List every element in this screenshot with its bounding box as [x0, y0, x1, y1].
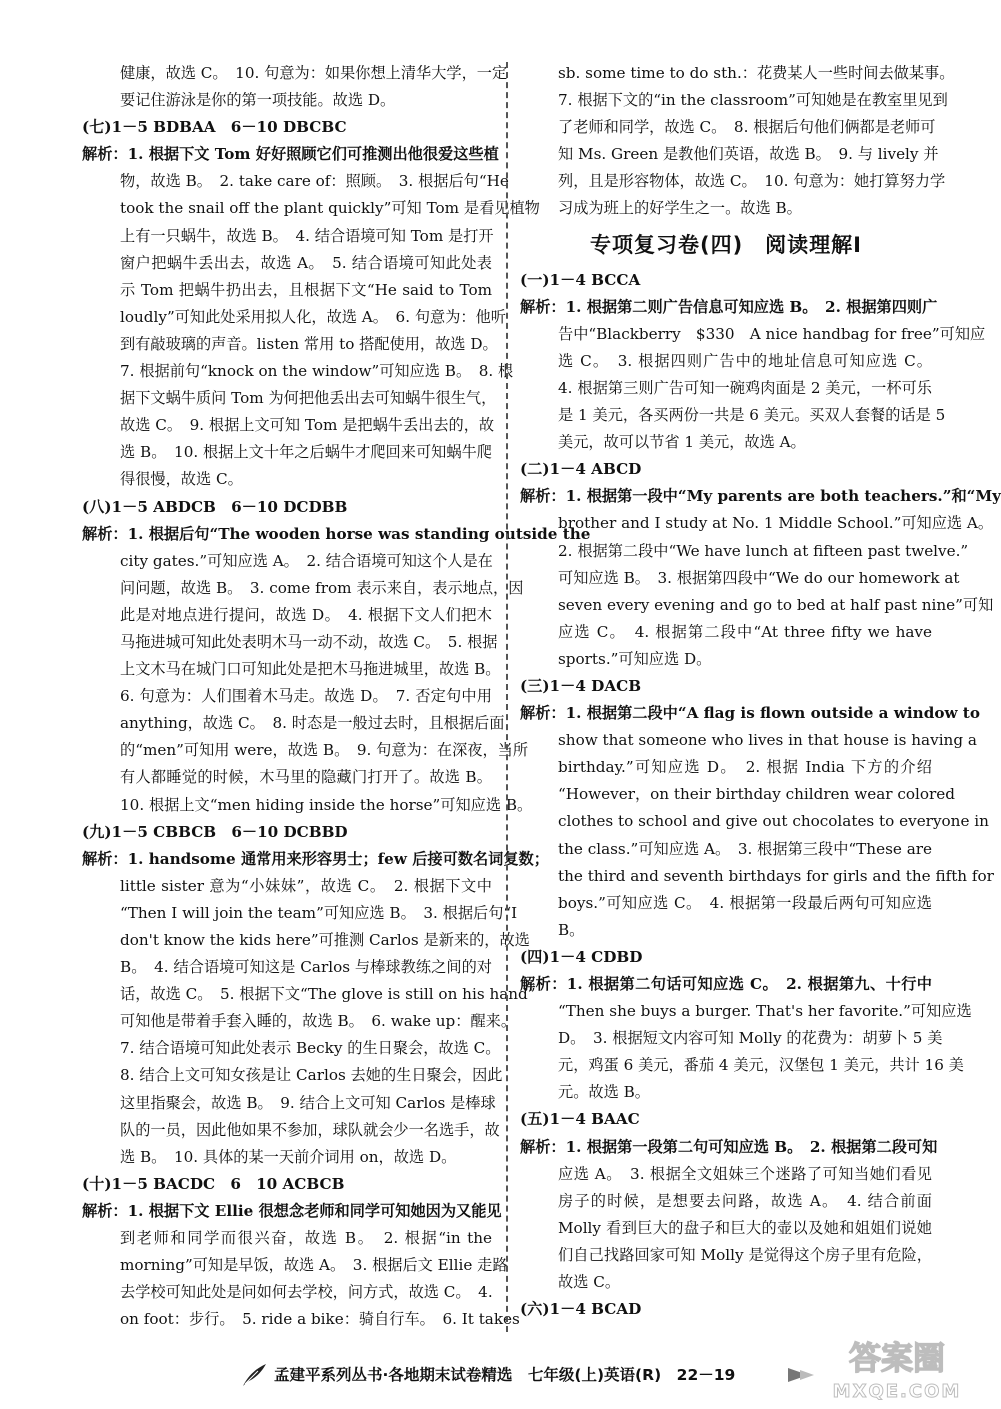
left-column-line: 窗户把蜗牛丢出去，故选 A。 5. 结合语境可知此处表	[120, 253, 492, 272]
left-column-line: 6. 句意为：人们围着木马走。故选 D。 7. 否定句中用	[120, 687, 492, 706]
left-column-line: 得很慢，故选 C。	[120, 470, 243, 489]
left-column-line: on foot：步行。 5. ride a bike：骑自行车。 6. It takes	[120, 1310, 520, 1329]
right-column-bottom-line: 应选 A。 3. 根据全文姐妹三个迷路了可知当她们看见	[558, 1164, 932, 1183]
left-column-line: don't know the kids here”可推测 Carlos 是新来的，故选	[120, 931, 530, 949]
right-column-bottom-line: brother and I study at No. 1 Middle School.”可知应选 A。	[558, 514, 994, 533]
right-column-top-line: sb. some time to do sth.：花费某人一些时间去做某事。	[558, 64, 955, 82]
left-column-line: 解析：1. 根据后句“The wooden horse was standing outside the	[82, 524, 591, 543]
right-column-bottom-line: show that someone who lives in that house is having a	[558, 731, 977, 750]
watermark-top-text: 答案圈	[848, 1339, 946, 1377]
right-column-bottom-line: 元。故选 B。	[558, 1083, 650, 1102]
section-title: 专项复习卷(四) 阅读理解Ⅰ	[589, 232, 862, 257]
left-column-line: (八)1－5 ABDCB 6－10 DCDBB	[82, 497, 348, 516]
right-column-bottom-line: 2. 根据第二段中“We have lunch at fifteen past twelve.”	[558, 541, 969, 560]
left-column-line: 选 B。 10. 根据上文十年之后蜗牛才爬回来可知蜗牛爬	[120, 443, 492, 462]
right-column-top-line: 习成为班上的好学生之一。故选 B。	[558, 199, 802, 218]
right-column-bottom-line: 解析：1. 根据第二句话可知应选 C。 2. 根据第九、十行中	[520, 975, 932, 993]
left-column-line: 上有一只蜗牛，故选 B。 4. 结合语境可知 Tom 是打开	[120, 226, 494, 245]
right-column-bottom-line: (一)1－4 BCCA	[520, 270, 641, 289]
footer-text: 孟建平系列丛书·各地期末试卷精选 七年级(上)英语(R) 22－19	[274, 1366, 736, 1384]
left-column-line: morning”可知是早饭，故选 A。 3. 根据后文 Ellie 走路	[120, 1256, 508, 1275]
left-column-line: 上文木马在城门口可知此处是把木马拖进城里，故选 B。	[120, 660, 501, 679]
left-column-line: (九)1－5 CBBCB 6－10 DCBBD	[82, 822, 348, 841]
left-column-line: 健康，故选 C。 10. 句意为：如果你想上清华大学，一定	[120, 64, 508, 82]
left-column-line: 去学校可知此处是问如何去学校，问方式，故选 C。 4.	[120, 1283, 493, 1302]
right-column-top-line: 列，且是形容物体，故选 C。 10. 句意为：她打算努力学	[558, 172, 946, 191]
left-column-line: 马拖进城可知此处表明木马一动不动，故选 C。 5. 根据	[120, 632, 498, 651]
right-column-bottom-line: 们自己找路回家可知 Molly 是觉得这个房子里有危险，	[558, 1245, 932, 1264]
page-arrow-icon	[788, 1366, 814, 1384]
right-column-bottom-line: B。	[558, 920, 585, 939]
right-column-bottom-line: 选 C。 3. 根据四则广告中的地址信息可知应选 C。	[558, 351, 932, 370]
right-column-top-line: 7. 根据下文的“in the classroom”可知她是在教室里见到	[558, 91, 948, 110]
left-column-line: 解析：1. 根据下文 Ellie 很想念老师和同学可知她因为又能见	[82, 1201, 502, 1220]
right-column-bottom-line: (二)1－4 ABCD	[520, 460, 642, 479]
feather-logo-icon	[240, 1362, 268, 1388]
right-column-bottom-line: clothes to school and give out chocolates to everyone in	[558, 812, 989, 831]
left-column-line: 有人都睡觉的时候，木马里的隐藏门打开了。故选 B。	[120, 768, 492, 787]
right-column-bottom-line: (六)1－4 BCAD	[520, 1300, 642, 1319]
left-column-line: took the snail off the plant quickly”可知 Tom 是看见植物	[120, 199, 540, 218]
left-column-line: 物，故选 B。 2. take care of：照顾。 3. 根据后句“He	[120, 172, 509, 191]
right-column-bottom-line: 告中“Blackberry $330 A nice handbag for free”可知应	[558, 324, 986, 343]
left-column-line: 7. 结合语境可知此处表示 Becky 的生日聚会，故选 C。	[120, 1039, 501, 1058]
left-column-line: 要记住游泳是你的第一项技能。故选 D。	[120, 91, 396, 110]
left-column-line: 7. 根据前句“knock on the window”可知应选 B。 8. 根	[120, 362, 514, 381]
right-column-bottom-line: sports.”可知应选 D。	[558, 649, 712, 668]
left-column-line: 解析：1. handsome 通常用来形容男士；few 后接可数名词复数；	[82, 849, 549, 868]
left-column-line: B。 4. 结合语境可知这是 Carlos 与棒球教练之间的对	[120, 958, 492, 977]
right-column-bottom-line: (三)1－4 DACB	[520, 676, 642, 695]
left-column-line: “Then I will join the team”可知应选 B。 3. 根据后句“I	[120, 903, 518, 922]
left-column-line: 示 Tom 把蜗牛扔出去，且根据下文“He said to Tom	[120, 280, 492, 299]
left-column-line: 10. 根据上文“men hiding inside the horse”可知应选 B。	[120, 795, 533, 814]
left-column-line: 据下文蜗牛质问 Tom 为何把他丢出去可知蜗牛很生气，	[120, 389, 497, 408]
right-column-bottom-line: the class.”可知应选 A。 3. 根据第三段中“These are	[558, 839, 932, 858]
left-column-line: 解析：1. 根据下文 Tom 好好照顾它们可推测出他很爱这些植	[82, 145, 499, 164]
left-column-line: 话，故选 C。 5. 根据下文“The glove is still on his hand”	[120, 985, 536, 1004]
right-column-bottom-line: 解析：1. 根据第二则广告信息可知应选 B。 2. 根据第四则广	[520, 297, 938, 316]
right-column-bottom-line: birthday.”可知应选 D。 2. 根据 India 下方的介绍	[558, 758, 932, 777]
right-column-bottom-line: D。 3. 根据短文内容可知 Molly 的花费为：胡萝卜 5 美	[558, 1029, 943, 1048]
left-column-line: 此是对地点进行提问，故选 D。 4. 根据下文人们把木	[120, 605, 492, 624]
watermark-logo	[812, 1333, 982, 1405]
watermark-bottom-text: MXQE.COM	[832, 1381, 962, 1402]
right-column-bottom-line: “Then she buys a burger. That's her favorite.”可知应选	[558, 1002, 972, 1021]
left-column-line: 的“men”可知用 were，故选 B。 9. 句意为：在深夜，当所	[120, 741, 529, 760]
left-column-line: anything，故选 C。 8. 时态是一般过去时，且根据后面	[120, 714, 505, 733]
right-column-bottom-line: (五)1－4 BAAC	[520, 1110, 640, 1129]
right-column-bottom-line: 解析：1. 根据第二段中“A flag is flown outside a window to	[520, 704, 980, 723]
left-column-line: 队的一员，因此他如果不参加，球队就会少一名选手，故	[120, 1120, 500, 1139]
right-column-bottom-line: 4. 根据第三则广告可知一碗鸡肉面是 2 美元，一杯可乐	[558, 378, 932, 397]
right-column-bottom-line: 美元，故可以节省 1 美元，故选 A。	[558, 433, 806, 452]
left-column-line: 选 B。 10. 具体的某一天前介词用 on，故选 D。	[120, 1147, 457, 1166]
right-column-bottom-line: (四)1－4 CDBD	[520, 947, 643, 966]
right-column-bottom-line: 解析：1. 根据第一段第二句可知应选 B。 2. 根据第二段可知	[520, 1137, 938, 1156]
right-column-bottom-line: 解析：1. 根据第一段中“My parents are both teachers.”和“My	[520, 487, 1001, 506]
right-column-bottom-line: 应选 C。 4. 根据第二段中“At three fifty we have	[558, 622, 932, 641]
right-column-top-line: 知 Ms. Green 是教他们英语，故选 B。 9. 与 lively 并	[558, 145, 939, 164]
column-divider	[506, 62, 508, 1332]
left-column-line: 到老师和同学而很兴奋，故选 B。 2. 根据“in the	[120, 1229, 492, 1248]
left-column-line: loudly”可知此处采用拟人化，故选 A。 6. 句意为：他听	[120, 307, 506, 326]
left-column-line: (十)1－5 BACDC 6 10 ACBCB	[82, 1174, 345, 1193]
left-column-line: (七)1－5 BDBAA 6－10 DBCBC	[82, 118, 347, 137]
right-column-bottom-line: 房子的时候，是想要去问路，故选 A。 4. 结合前面	[558, 1191, 932, 1210]
right-column-bottom-line: the third and seventh birthdays for girls and the fifth for	[558, 866, 994, 885]
left-column-line: 到有敲玻璃的声音。listen 常用 to 搭配使用，故选 D。	[120, 334, 498, 353]
left-column-line: 这里指聚会，故选 B。 9. 结合上文可知 Carlos 是棒球	[120, 1093, 496, 1112]
right-column-bottom-line: 元，鸡蛋 6 美元，番茄 4 美元，汉堡包 1 美元，共计 16 美	[558, 1056, 964, 1075]
right-column-bottom-line: 是 1 美元，各买两份一共是 6 美元。买双人套餐的话是 5	[558, 406, 946, 425]
right-column-bottom-line: “However，on their birthday children wear colored	[558, 785, 955, 804]
footer	[240, 1360, 800, 1390]
left-column-line: 8. 结合上文可知女孩是让 Carlos 去她的生日聚会，因此	[120, 1066, 503, 1085]
right-column-bottom-line: seven every evening and go to bed at half past nine”可知	[558, 595, 994, 614]
left-column-line: city gates.”可知应选 A。 2. 结合语境可知这个人是在	[120, 551, 493, 570]
left-column-line: 可知他是带着手套入睡的，故选 B。 6. wake up：醒来。	[120, 1012, 517, 1031]
right-column-bottom-line: 可知应选 B。 3. 根据第四段中“We do our homework at	[558, 568, 960, 587]
right-column-bottom-line: boys.”可知应选 C。 4. 根据第一段最后两句可知应选	[558, 893, 932, 912]
right-column-bottom-line: 故选 C。	[558, 1273, 621, 1292]
right-column-bottom-line: Molly 看到巨大的盘子和巨大的壶以及她和姐姐们说她	[558, 1218, 932, 1237]
left-column-line: little sister 意为“小妹妹”，故选 C。 2. 根据下文中	[120, 876, 492, 895]
left-column-line: 问问题，故选 B。 3. come from 表示来自，表示地点，因	[120, 578, 524, 597]
right-column	[520, 60, 1001, 1323]
right-column-top-line: 了老师和同学，故选 C。 8. 根据后句他们俩都是老师可	[558, 118, 936, 137]
left-column-line: 故选 C。 9. 根据上文可知 Tom 是把蜗牛丢出去的，故	[120, 416, 495, 435]
